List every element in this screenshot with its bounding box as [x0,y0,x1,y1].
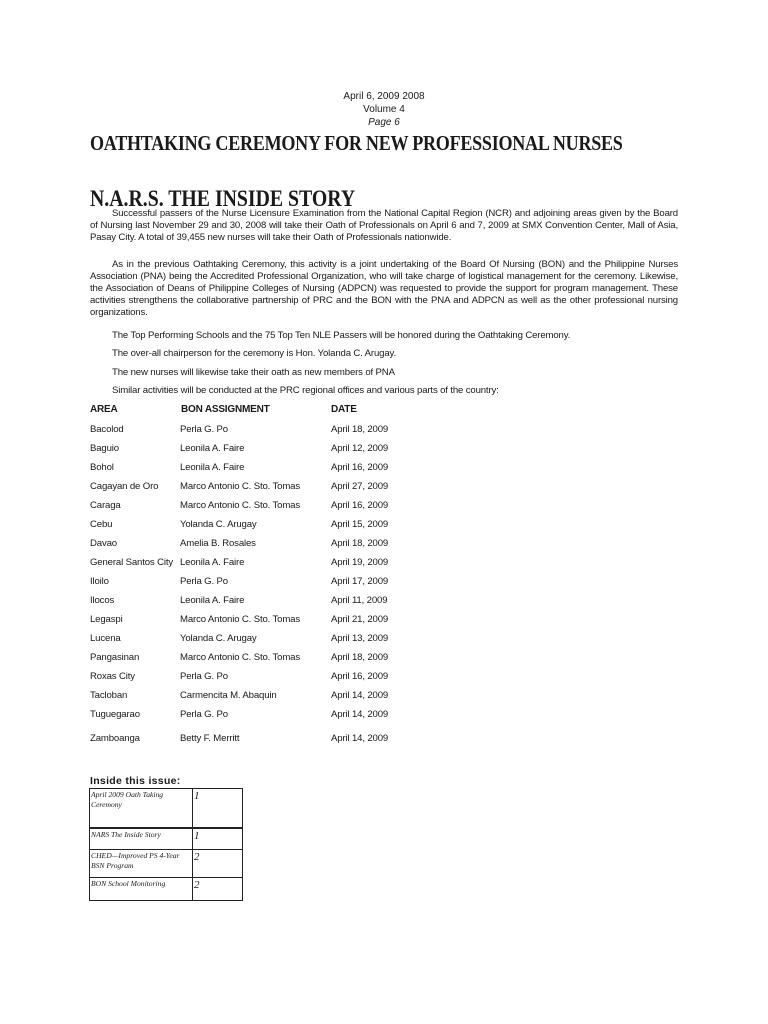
bon-cell: Perla G. Po [180,424,228,435]
area-cell: General Santos City [90,557,174,568]
date-cell: April 19, 2009 [331,557,389,568]
column-header-bon: BON ASSIGNMENT [181,404,270,415]
area-cell: Lucena [90,633,121,644]
bon-cell: Leonila A. Faire [180,557,245,568]
table-row [0,614,768,628]
toc-row[interactable] [90,789,243,829]
bon-cell: Marco Antonio C. Sto. Tomas [180,500,301,511]
toc-page: 2 [193,850,243,878]
area-cell: Bohol [90,462,114,473]
inside-issue-title: Inside this issue: [90,775,181,787]
paragraph-intro: Successful passers of the Nurse Licensure Examination from the National Capital Region (NCR) and adjoining areas given by the Board of Nursing last November 29 and 30, 2008 will take their Oath of Professionals on April 6 and 7, 2009 at SMX Convention Center, Mall of Asia, Pasay City. A total of 39,455 new nurses will take their Oath of Professionals nationwide. [90,208,678,243]
bon-cell: Perla G. Po [180,671,228,682]
bon-cell: Marco Antonio C. Sto. Tomas [180,614,301,625]
bon-cell: Marco Antonio C. Sto. Tomas [180,652,301,663]
date-cell: April 14, 2009 [331,709,389,720]
date-cell: April 16, 2009 [331,462,389,473]
bon-cell: Carmencita M. Abaquin [180,690,277,701]
date-cell: April 14, 2009 [331,733,389,744]
area-cell: Tuguegarao [90,709,140,720]
toc-label: BON School Monitoring [90,878,193,901]
text-line-pna-oath: The new nurses will likewise take their oath as new members of PNA [112,367,395,378]
column-header-date: DATE [331,404,357,415]
table-row [0,595,768,609]
table-row [0,519,768,533]
table-row [0,443,768,457]
area-cell: Baguio [90,443,119,454]
toc-row[interactable] [90,828,243,850]
table-row [0,424,768,438]
area-cell: Legaspi [90,614,123,625]
table-row [0,671,768,685]
area-cell: Tacloban [90,690,128,701]
area-cell: Cebu [90,519,113,530]
text-line-chairperson: The over-all chairperson for the ceremony is Hon. Yolanda C. Arugay. [112,348,396,359]
section-headline: N.A.R.S. THE INSIDE STORY [90,186,356,211]
date-cell: April 18, 2009 [331,424,389,435]
area-cell: Pangasinan [90,652,140,663]
toc-row[interactable] [90,850,243,878]
date-cell: April 17, 2009 [331,576,389,587]
bon-cell: Leonila A. Faire [180,595,245,606]
table-row [0,538,768,552]
issue-date: April 6, 2009 2008 [343,91,425,102]
date-cell: April 18, 2009 [331,538,389,549]
toc-label: April 2009 Oath Taking Ceremony [90,789,193,829]
bon-cell: Marco Antonio C. Sto. Tomas [180,481,301,492]
paragraph-joint-undertaking: As in the previous Oathtaking Ceremony, this activity is a joint undertaking of the Board Of Nursing (BON) and the Philippine Nurses Association (PNA) being the Accredited Professional Organization, who will take charge of logistical management for the ceremony. Likewise, the Association of Deans of Philippine Colleges of Nursing (ADPCN) was requested to provide the support for program management. These activities strengthens the collaborative partnership of PRC and the BON with the PNA and ADPCN as well as the other professional nursing organizations. [90,259,678,318]
toc-page: 2 [193,878,243,901]
area-cell: Ilocos [90,595,115,606]
issue-page-number: Page 6 [368,117,400,128]
issue-volume: Volume 4 [363,104,405,115]
column-header-area: AREA [90,404,118,415]
toc-label: NARS The Inside Story [90,828,193,850]
table-row [0,709,768,723]
bon-cell: Perla G. Po [180,576,228,587]
text-line-regional: Similar activities will be conducted at the PRC regional offices and various parts of the country: [112,385,499,396]
table-row [0,576,768,590]
table-row [0,557,768,571]
issue-header [0,90,768,129]
bon-cell: Yolanda C. Arugay [180,519,257,530]
table-row [0,690,768,704]
table-row [0,500,768,514]
bon-cell: Leonila A. Faire [180,462,245,473]
bon-cell: Perla G. Po [180,709,228,720]
date-cell: April 12, 2009 [331,443,389,454]
date-cell: April 15, 2009 [331,519,389,530]
inside-issue-table [89,788,243,901]
toc-page: 1 [193,828,243,850]
area-cell: Caraga [90,500,121,511]
bon-cell: Leonila A. Faire [180,443,245,454]
table-row [0,733,768,747]
area-cell: Zamboanga [90,733,140,744]
date-cell: April 16, 2009 [331,500,389,511]
table-row [0,462,768,476]
area-cell: Bacolod [90,424,124,435]
area-cell: Roxas City [90,671,135,682]
date-cell: April 27, 2009 [331,481,389,492]
toc-label: CHED—Improved PS 4-Year BSN Program [90,850,193,878]
area-cell: Cagayan de Oro [90,481,159,492]
bon-cell: Betty F. Merritt [180,733,240,744]
bon-cell: Yolanda C. Arugay [180,633,257,644]
date-cell: April 21, 2009 [331,614,389,625]
text-line-honorees: The Top Performing Schools and the 75 Top Ten NLE Passers will be honored during the Oathtaking Ceremony. [112,330,571,341]
area-cell: Davao [90,538,117,549]
date-cell: April 18, 2009 [331,652,389,663]
date-cell: April 11, 2009 [331,595,388,606]
date-cell: April 14, 2009 [331,690,389,701]
date-cell: April 16, 2009 [331,671,389,682]
date-cell: April 13, 2009 [331,633,389,644]
table-row [0,652,768,666]
main-headline: OATHTAKING CEREMONY FOR NEW PROFESSIONAL NURSES [90,131,623,155]
table-row [0,481,768,495]
toc-row[interactable] [90,878,243,901]
bon-cell: Amelia B. Rosales [180,538,256,549]
toc-page: 1 [193,789,243,829]
table-row [0,633,768,647]
area-cell: Iloilo [90,576,109,587]
